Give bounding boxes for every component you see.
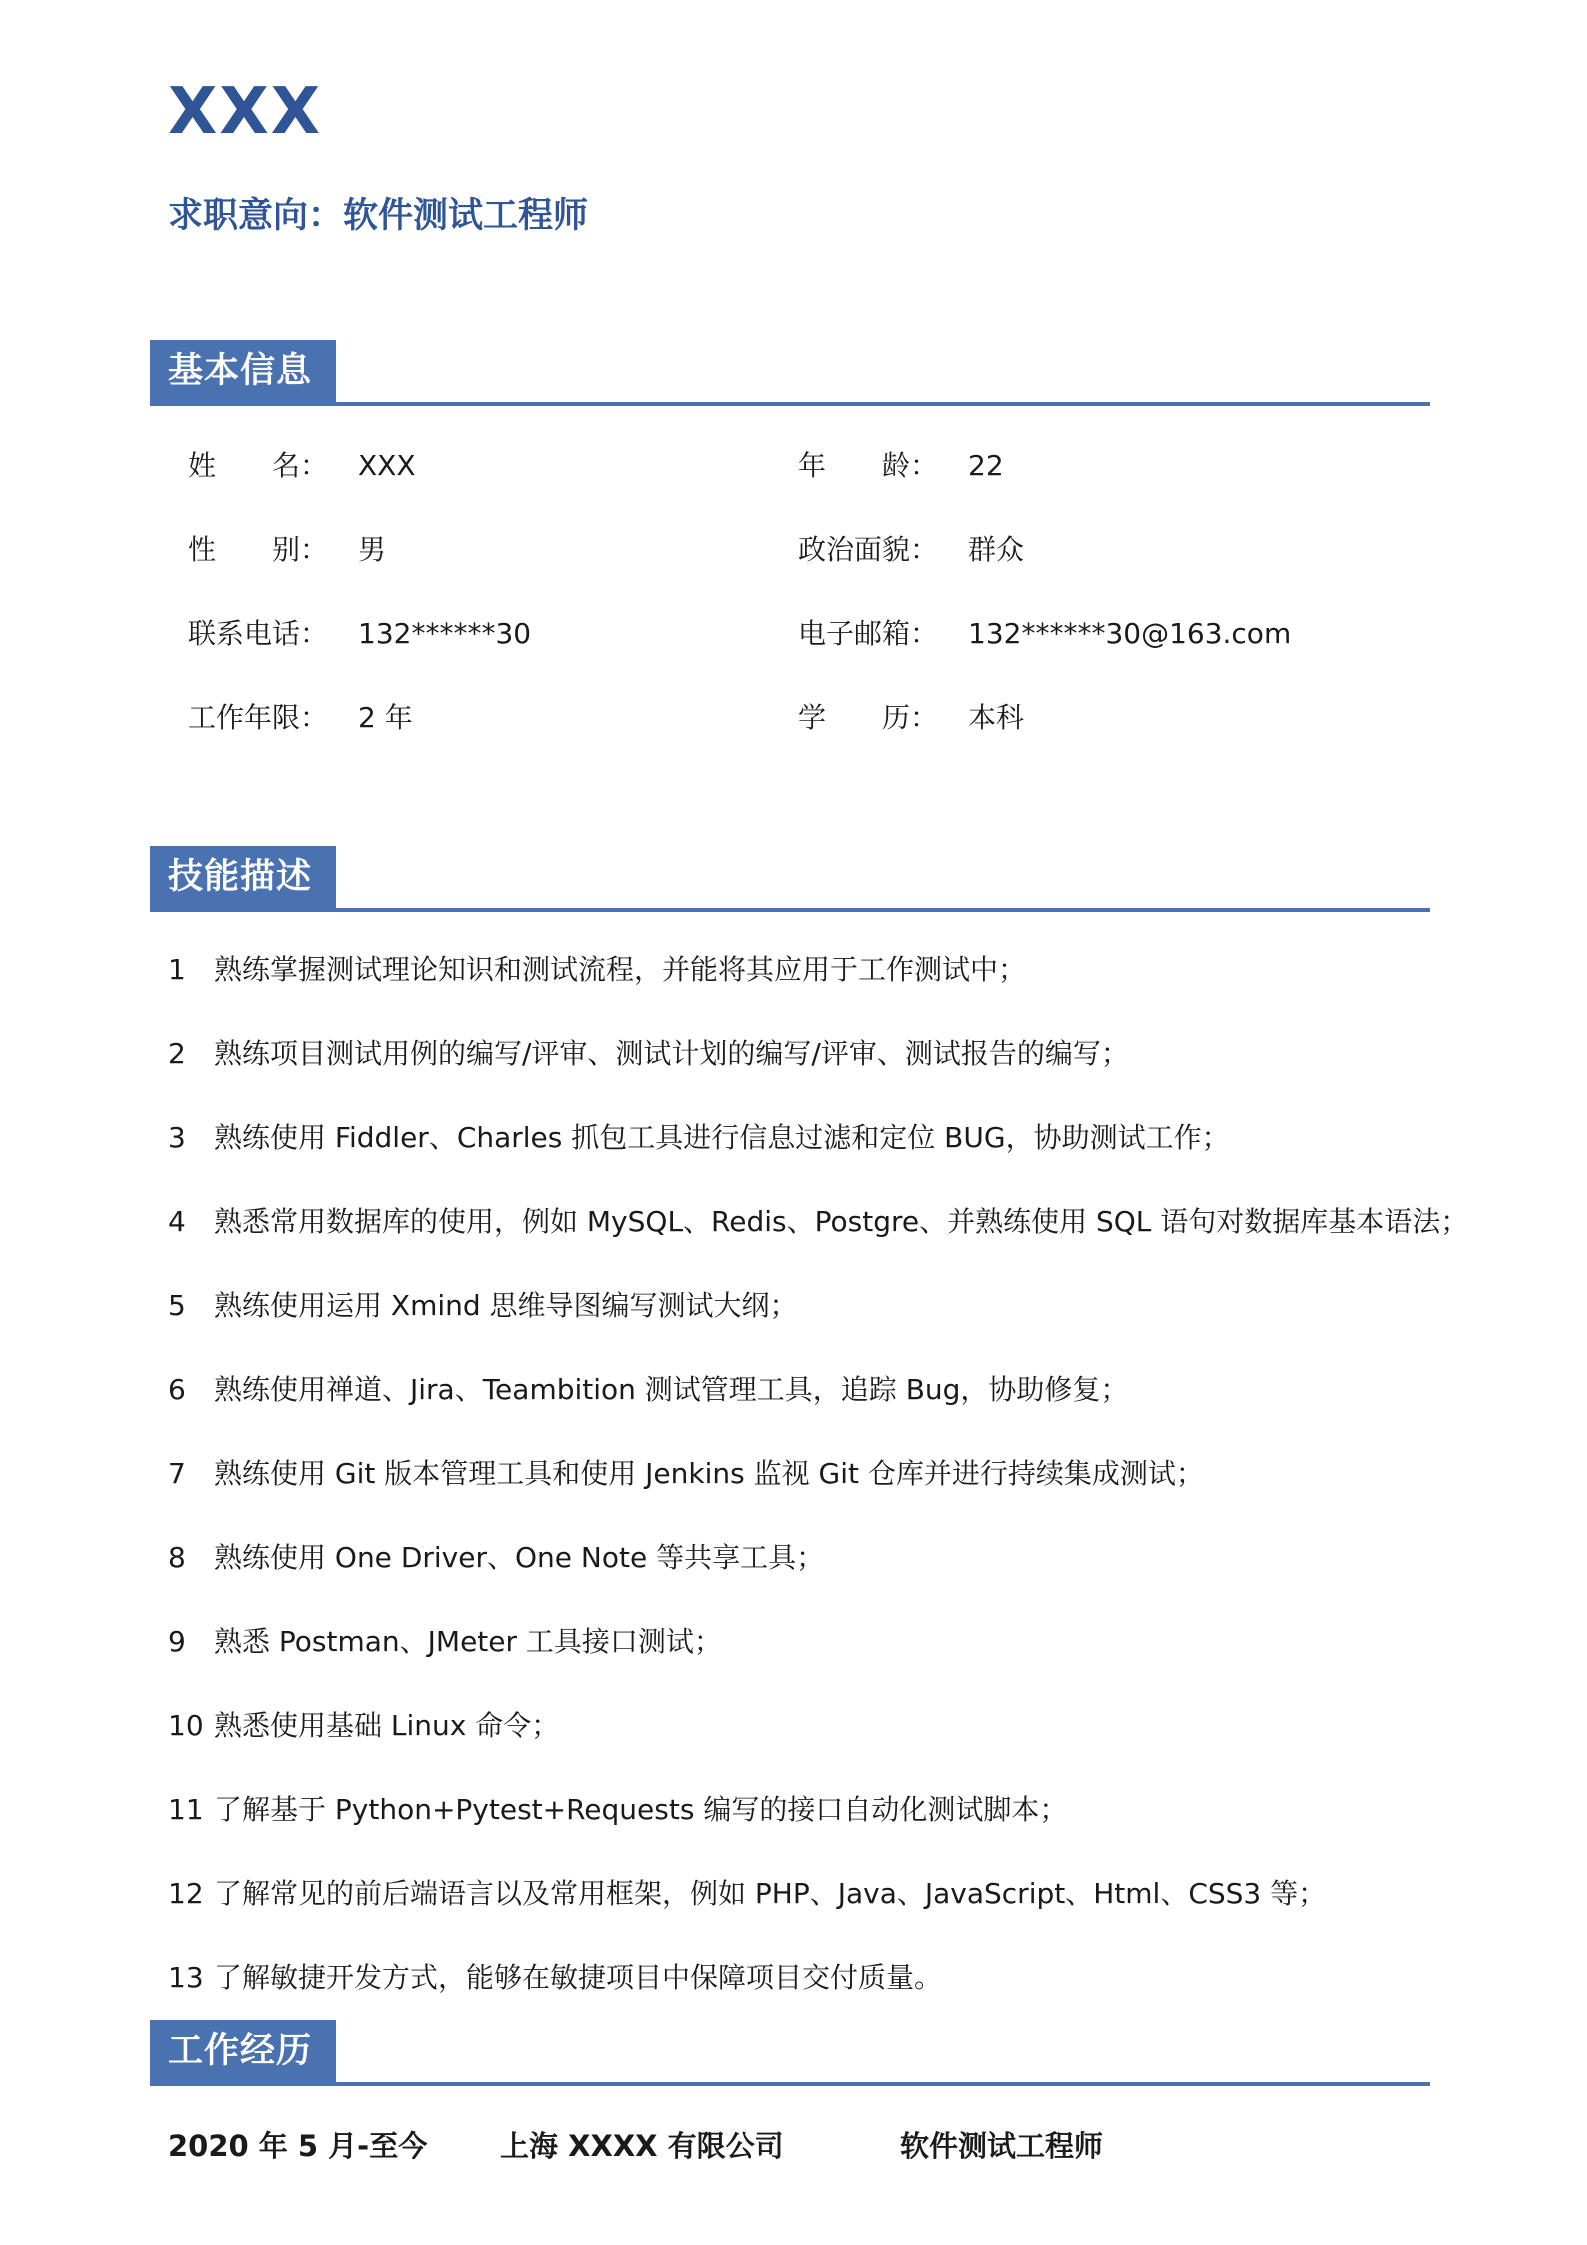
skill-number: 8 xyxy=(168,1541,186,1574)
skill-number: 1 xyxy=(168,953,186,986)
work-position: 软件测试工程师 xyxy=(900,2129,1104,2163)
section-title-basic: 基本信息 xyxy=(150,340,336,402)
info-label: 姓 名： xyxy=(188,449,329,482)
info-label: 学 历： xyxy=(798,701,939,734)
section-basic-info xyxy=(150,342,1430,406)
info-label: 政治面貌： xyxy=(798,533,939,566)
section-skills xyxy=(150,848,1430,912)
skill-text: 熟练项目测试用例的编写/评审、测试计划的编写/评审、测试报告的编写； xyxy=(214,1037,1129,1070)
skill-item xyxy=(168,1286,1448,1370)
skill-item xyxy=(168,950,1448,1034)
skill-item xyxy=(168,1454,1448,1538)
skill-number: 10 xyxy=(168,1709,204,1742)
skill-number: 3 xyxy=(168,1121,186,1154)
skill-text: 熟悉使用基础 Linux 命令； xyxy=(214,1709,560,1742)
info-label: 工作年限： xyxy=(188,701,329,734)
info-value: 群众 xyxy=(968,533,1025,566)
skill-item xyxy=(168,1790,1448,1874)
skill-text: 了解基于 Python+Pytest+Requests 编写的接口自动化测试脚本； xyxy=(214,1793,1068,1826)
skill-number: 2 xyxy=(168,1037,186,1070)
info-label: 电子邮箱： xyxy=(798,617,939,650)
work-company: 上海 XXXX 有限公司 xyxy=(500,2129,784,2163)
info-label: 联系电话： xyxy=(188,617,329,650)
skill-item xyxy=(168,1118,1448,1202)
info-label: 性 别： xyxy=(188,533,329,566)
skill-text: 熟悉常用数据库的使用，例如 MySQL、Redis、Postgre、并熟练使用 SQL 语句对数据库基本语法； xyxy=(214,1205,1469,1238)
section-title-skills: 技能描述 xyxy=(150,846,336,908)
skill-item xyxy=(168,1370,1448,1454)
info-value: XXX xyxy=(358,449,416,482)
candidate-name: XXX xyxy=(168,75,323,149)
skill-text: 熟练使用 Git 版本管理工具和使用 Jenkins 监视 Git 仓库并进行持续集成测试； xyxy=(214,1457,1204,1490)
skill-number: 4 xyxy=(168,1205,186,1238)
work-period: 2020 年 5 月-至今 xyxy=(168,2129,428,2163)
skill-number: 6 xyxy=(168,1373,186,1406)
skill-item xyxy=(168,1202,1469,1286)
skill-text: 熟练使用 One Driver、One Note 等共享工具； xyxy=(214,1541,825,1574)
skills-list xyxy=(168,950,1469,2042)
skill-text: 了解常见的前后端语言以及常用框架，例如 PHP、Java、JavaScript、Html、CSS3 等； xyxy=(214,1877,1327,1910)
skill-item xyxy=(168,1874,1448,1958)
info-label: 年 龄： xyxy=(798,449,939,482)
job-intent: 求职意向：软件测试工程师 xyxy=(168,196,589,236)
skill-number: 11 xyxy=(168,1793,204,1826)
info-value: 男 xyxy=(358,533,387,566)
skill-item xyxy=(168,1706,1448,1790)
skill-item xyxy=(168,1034,1448,1118)
skill-text: 熟练使用禅道、Jira、Teambition 测试管理工具，追踪 Bug，协助修复； xyxy=(214,1373,1129,1406)
skill-item xyxy=(168,1622,1448,1706)
skill-number: 9 xyxy=(168,1625,186,1658)
info-value: 132******30@163.com xyxy=(968,617,1292,650)
section-work xyxy=(150,2022,1430,2086)
skill-item xyxy=(168,1538,1448,1622)
info-value: 本科 xyxy=(968,701,1025,734)
skill-text: 熟练使用 Fiddler、Charles 抓包工具进行信息过滤和定位 BUG，协助测试工作； xyxy=(214,1121,1230,1154)
skill-number: 12 xyxy=(168,1877,204,1910)
skill-number: 13 xyxy=(168,1961,204,1994)
skill-text: 熟练掌握测试理论知识和测试流程，并能将其应用于工作测试中； xyxy=(214,953,1027,986)
skill-text: 了解敏捷开发方式，能够在敏捷项目中保障项目交付质量。 xyxy=(214,1961,943,1994)
section-title-work: 工作经历 xyxy=(150,2020,336,2082)
skill-text: 熟练使用运用 Xmind 思维导图编写测试大纲； xyxy=(214,1289,798,1322)
info-value: 2 年 xyxy=(358,701,413,734)
info-value: 132******30 xyxy=(358,617,532,650)
info-value: 22 xyxy=(968,449,1004,482)
skill-text: 熟悉 Postman、JMeter 工具接口测试； xyxy=(214,1625,722,1658)
skill-number: 7 xyxy=(168,1457,186,1490)
skill-number: 5 xyxy=(168,1289,186,1322)
